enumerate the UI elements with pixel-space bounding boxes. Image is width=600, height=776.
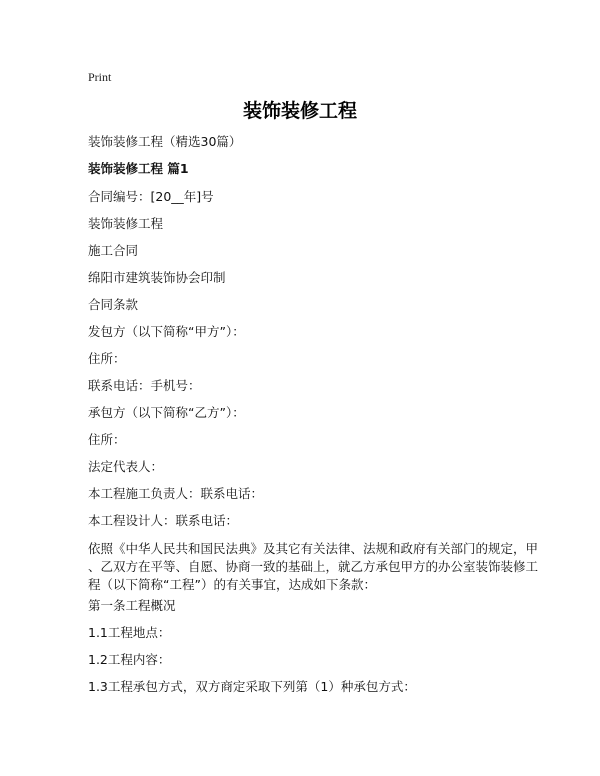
page-title: 装饰装修工程 (242, 100, 357, 122)
text-line: 1.3工程承包方式，双方商定采取下列第（1）种承包方式： (88, 679, 416, 694)
text-line: 施工合同 (88, 243, 139, 258)
text-line: 本工程设计人：联系电话： (88, 513, 239, 528)
text-line: 1.1工程地点： (88, 625, 171, 640)
paragraph-line: 、乙双方在平等、自愿、协商一致的基础上，就乙方承包甲方的办公室装饰装修工 (88, 559, 539, 574)
text-line: 法定代表人： (88, 459, 164, 474)
contract-number-line: 合同编号：[20__年]号 (88, 189, 214, 204)
text-line: 绵阳市建筑装饰协会印制 (88, 270, 226, 285)
text-line: 住所： (88, 432, 126, 447)
text-line: 合同条款 (88, 297, 139, 312)
article-heading: 第一条工程概况 (88, 598, 176, 613)
text-line: 承包方（以下简称“乙方”）： (88, 405, 245, 420)
text-line: 1.2工程内容： (88, 652, 171, 667)
text-line: 发包方（以下简称“甲方”）： (88, 324, 245, 339)
document-subtitle: 装饰装修工程（精选30篇） (88, 134, 242, 149)
section-heading: 装饰装修工程 篇1 (88, 161, 189, 176)
text-line: 装饰装修工程 (88, 216, 164, 231)
text-line: 联系电话：手机号： (88, 378, 201, 393)
text-line: 本工程施工负责人：联系电话： (88, 486, 264, 501)
paragraph-line: 程（以下简称“工程”）的有关事宜，达成如下条款： (88, 577, 376, 592)
text-line: 住所： (88, 351, 126, 366)
paragraph-line: 依照《中华人民共和国民法典》及其它有关法律、法规和政府有关部门的规定，甲 (88, 541, 539, 556)
print-link[interactable]: Print (88, 70, 112, 84)
